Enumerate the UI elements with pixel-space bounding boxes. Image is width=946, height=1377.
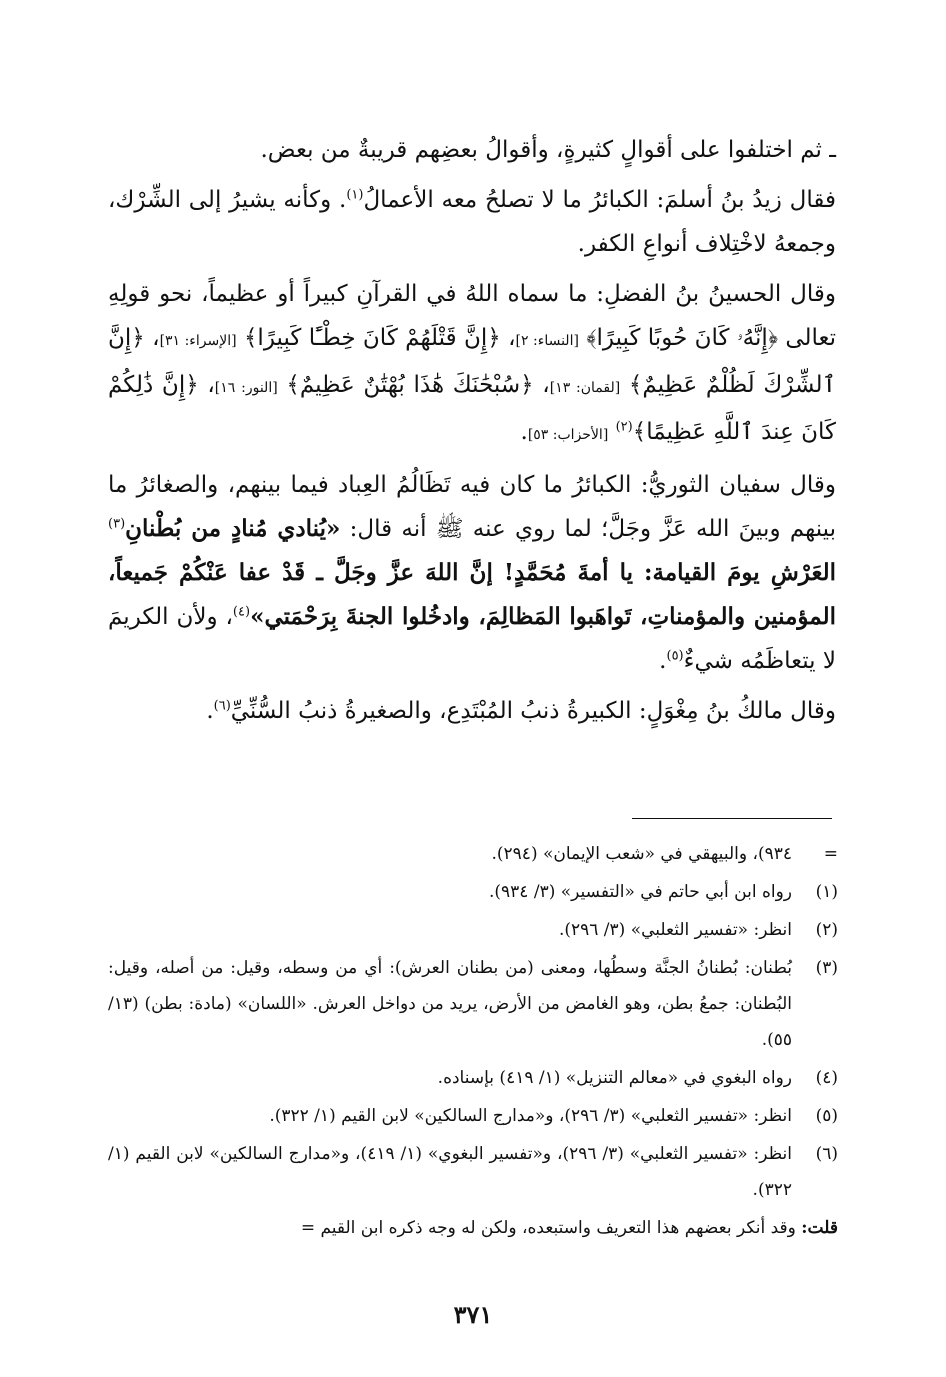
footnote-number: (٤) (815, 1068, 838, 1088)
p3-text-d: ، ﴿سُبْحَٰنَكَ هَٰذَا بُهْتَٰنٌ عَظِيمٌ﴾ (286, 372, 550, 398)
p3-text-a: وقال الحسينُ بنُ الفضلِ: ما سماه اللهُ في القرآنِ كبيراً أو عظيماً، نحو قولِهِ تعالى ﴿إِنَّهُۥ كَانَ حُوبًا كَبِيرًا﴾ (108, 281, 836, 351)
footnote-5 (108, 1098, 838, 1134)
p3-text-e: ، ﴿إِنَّ ذَٰلِكُمْ كَانَ عِندَ ٱللَّهِ عَظِيمًا﴾ (108, 372, 836, 445)
footnote-number: (٦) (815, 1144, 838, 1164)
p3-text-c: ، ﴿إِنَّ ٱلشِّرْكَ لَظُلْمٌ عَظِيمٌ﴾ (108, 325, 837, 398)
footnote-4 (108, 1060, 838, 1096)
p2-text-a: فقال زيدُ بنُ أسلمَ: الكبائرُ ما لا تصلحُ معه الأعمالُ (363, 187, 836, 213)
hadith-text-1: «يُنادي مُنادٍ من بُطْنانِ (125, 515, 341, 542)
footnote-marker-4[interactable]: (٤) (232, 604, 251, 620)
author-note-text: وقد أنكر بعضهم هذا التعريف واستبعده، ولكن له وجه ذكره ابن القيم = (300, 1218, 802, 1238)
quran-ref-3: [لقمان: ١٣] (549, 380, 621, 396)
paragraph-2 (108, 178, 836, 266)
footnote-text: انظر: «تفسير الثعلبي» (٣/ ٢٩٦)، و«تفسير البغوي» (١/ ٤١٩)، و«مدارج السالكين» لابن القيم (١/ ٣٢٢). (108, 1144, 792, 1200)
footnote-6 (108, 1136, 838, 1208)
footnote-1 (108, 874, 838, 910)
quran-ref-2: [الإسراء: ٣١] (159, 333, 237, 349)
page-number: ٣٧١ (453, 1300, 493, 1329)
p3-text-b: ، ﴿إِنَّ قَتْلَهُمْ كَانَ خِطْـًٔا كَبِيرًا﴾ (243, 325, 516, 351)
hadith-text-2: العَرْشِ يومَ القيامة: يا أمةَ مُحَمَّدٍ! إنَّ اللهَ عزَّ وجَلَّ ـ قَدْ عفا عَنْكُمْ جَميعاً، المؤمنين والمؤمناتِ، تَواهَبوا المَظالِمَ، وادخُلوا الجنةَ بِرَحْمَتي» (108, 559, 836, 630)
p1-text: ـ ثم اختلفوا على أقوالٍ كثيرةٍ، وأقوالُ بعضِهم قريبةٌ من بعض. (260, 137, 836, 163)
author-note-label: قلت: (801, 1218, 838, 1238)
p5-text-b: . (206, 698, 214, 724)
footnote-2 (108, 912, 838, 948)
paragraph-4 (108, 463, 836, 683)
footnote-marker-1[interactable]: (١) (346, 187, 364, 203)
footnote-number: (٢) (815, 920, 838, 940)
paragraph-1 (108, 128, 836, 172)
footnote-text: رواه ابن أبي حاتم في «التفسير» (٣/ ٩٣٤). (489, 882, 792, 902)
footnote-text: بُطنان: بُطنانُ الجنَّة وسطُها، ومعنى (من بطنان العرش): أي من وسطه، وقيل: من أصله، وقيل: البُطنان: جمعُ بطن، وهو الغامض من الأرض، يريد من دواخل العرش. «اللسان» (مادة: بطن) (١٣/ ٥٥). (108, 958, 792, 1050)
quran-ref-1: [النساء: ٢] (515, 333, 579, 349)
main-text (108, 128, 836, 739)
author-note (108, 1210, 838, 1246)
p4-text-b: ، ولأن الكريمَ لا يتعاظَمُه شيءٌ (108, 604, 836, 674)
p5-text-a: وقال مالكُ بنُ مِغْوَلٍ: الكبيرةُ ذنبُ المُبْتَدِع، والصغيرةُ ذنبُ السُّنِّيِّ (230, 698, 836, 724)
p4-text-a: وقال سفيان الثوريُّ: الكبائرُ ما كان فيه تَظَالُمُ العِباد فيما بينهم، والصغائرُ ما بينهم وبينَ الله عَزَّ وجَلَّ؛ لما روي عنه ﷺ أنه قال: (108, 472, 837, 542)
p4-text-c: . (659, 648, 667, 674)
footnote-text: رواه البغوي في «معالم التنزيل» (١/ ٤١٩) بإسناده. (437, 1068, 792, 1088)
footnote-marker-6[interactable]: (٦) (213, 698, 231, 714)
quran-ref-5: [الأحزاب: ٥٣] (527, 427, 609, 443)
p3-text-f: . (520, 419, 528, 445)
paragraph-5 (108, 689, 836, 733)
footnote-continuation (108, 836, 838, 872)
footnote-number: (١) (815, 882, 838, 902)
footnote-text: انظر: «تفسير الثعلبي» (٣/ ٢٩٦). (558, 920, 792, 940)
footnote-number: = (823, 844, 838, 864)
footnote-text: انظر: «تفسير الثعلبي» (٣/ ٢٩٦)، و«مدارج السالكين» لابن القيم (١/ ٣٢٢). (269, 1106, 792, 1126)
footnote-text: ٩٣٤)، والبيهقي في «شعب الإيمان» (٢٩٤). (491, 844, 792, 864)
paragraph-3 (108, 272, 836, 457)
footnote-3 (108, 950, 838, 1058)
quran-ref-4: [النور: ١٦] (214, 380, 278, 396)
p2-text-b: . وكأنه يشيرُ إلى الشِّرْك، وجمعهُ لاخْتِلاف أنواعِ الكفر. (108, 187, 836, 257)
footnote-number: (٥) (815, 1106, 838, 1126)
footnotes (108, 836, 838, 1246)
footnote-marker-5[interactable]: (٥) (666, 648, 684, 664)
footnote-marker-3[interactable]: (٣) (108, 516, 126, 532)
footnote-divider (632, 818, 832, 819)
footnote-number: (٣) (815, 958, 838, 978)
footnote-marker-2[interactable]: (٢) (615, 419, 633, 435)
